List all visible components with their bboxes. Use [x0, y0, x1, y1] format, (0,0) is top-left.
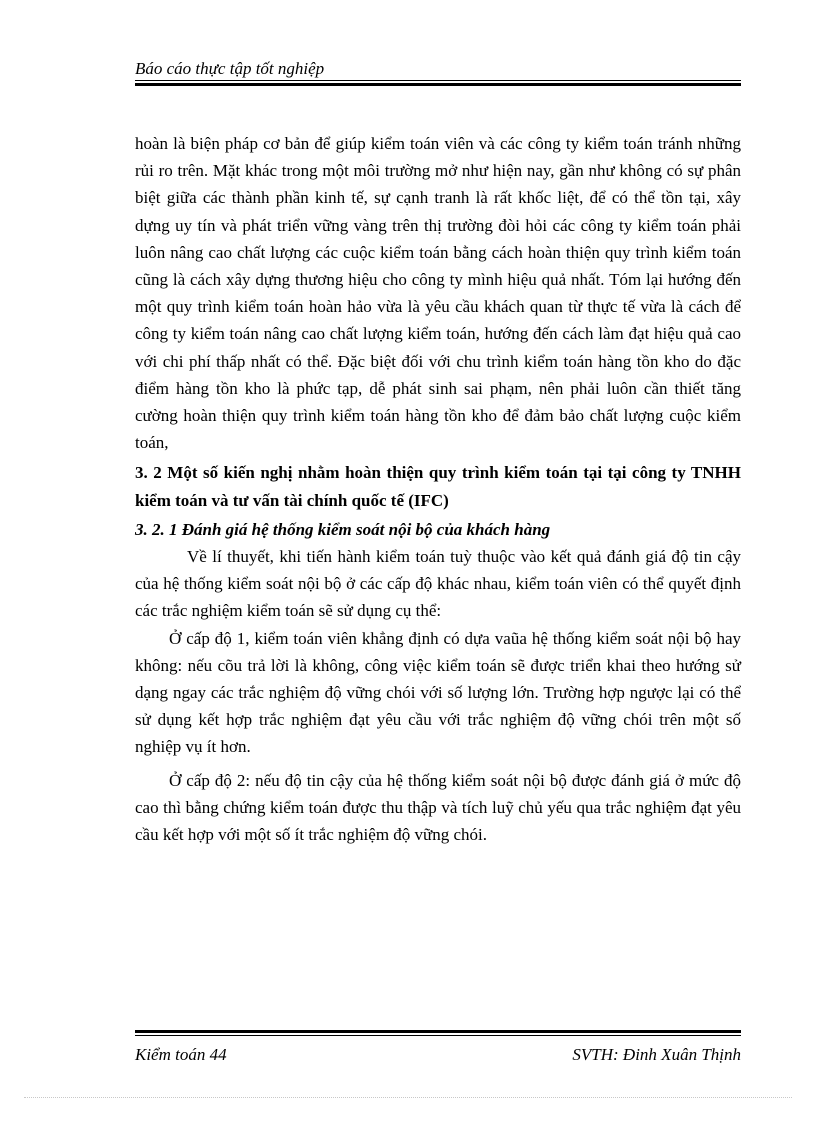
section-heading: 3. 2 Một số kiến nghị nhằm hoàn thiện quy trình kiểm toán tại tại công ty TNHH kiểm toán và tư vấn tài chính quốc tế (IFC)	[135, 463, 741, 510]
footer-rule-thick	[135, 1030, 741, 1033]
document-body	[135, 130, 741, 848]
header-rule-thin	[135, 80, 741, 81]
paragraph-level-2: Ở cấp độ 2: nếu độ tin cậy của hệ thống kiểm soát nội bộ được đánh giá ở mức độ cao thì bằng chứng kiểm toán được thu thập và tích luỹ chủ yếu qua trắc nghiệm đạt yêu cầu kết hợp với một số ít trắc nghiệm độ vững chói.	[135, 770, 741, 845]
paragraph-intro: hoàn là biện pháp cơ bản để giúp kiểm toán viên và các công ty kiểm toán tránh những rủi ro trên. Mặt khác trong một môi trường mở như hiện nay, gần như không có sự phân biệt giữa các thành phần kinh tế, sự cạnh tranh là rất khốc liệt, để có thể tồn tại, xây dựng uy tín và phát triển vững vàng trên thị trường đòi hỏi các công ty kiểm toán phải luôn nâng cao chất lượng các cuộc kiểm toán bằng cách hoàn thiện quy trình kiểm toán cũng là cách xây dựng thương hiệu cho công ty mình hiệu quả nhất. Tóm lại hướng đến một quy trình kiểm toán hoàn hảo vừa là yêu cầu khách quan từ thực tế vừa là cách để công ty kiểm toán nâng cao chất lượng kiểm toán, hướng đến cách làm đạt hiệu quả cao với chi phí thấp nhất có thể. Đặc biệt đối với chu trình kiểm toán hàng tồn kho do đặc điểm hàng tồn kho là phức tạp, dễ phát sinh sai phạm, nên phải luôn cần thiết tăng cường hoàn thiện quy trình kiểm toán hàng tồn kho để đảm bảo chất lượng cuộc kiểm toán,	[135, 134, 741, 453]
header-title: Báo cáo thực tập tốt nghiệp	[135, 59, 325, 78]
footer-rule-thin	[135, 1035, 741, 1036]
footer-course: Kiểm toán 44	[135, 1045, 227, 1064]
paragraph-theory: Về lí thuyết, khi tiến hành kiểm toán tuỳ thuộc vào kết quả đánh giá độ tin cậy của hệ thống kiểm soát nội bộ ở các cấp độ khác nhau, kiểm toán viên có thể quyết định các trắc nghiệm kiểm toán sẽ sử dụng cụ thể:	[135, 547, 741, 621]
subsection-heading: 3. 2. 1 Đánh giá hệ thống kiểm soát nội bộ của khách hàng	[135, 519, 551, 539]
paragraph-level-1: Ở cấp độ 1, kiểm toán viên khẳng định có dựa vaũa hệ thống kiểm soát nội bộ hay không: nếu cõu trả lời là không, công việc kiểm toán sẽ được triển khai theo hướng sử dạng ngay các trắc nghiệm độ vững chói với số lượng lớn. Trường hợp ngược lại có thể sử dụng kết hợp trắc nghiệm đạt yêu cầu với trắc nghiệm độ vững chói trên một số nghiệp vụ ít hơn.	[135, 628, 741, 757]
header-rule-thick	[135, 83, 741, 86]
page-bottom-border	[24, 1097, 792, 1098]
page-header	[135, 58, 741, 80]
footer-student: SVTH: Đinh Xuân Thịnh	[572, 1045, 741, 1064]
